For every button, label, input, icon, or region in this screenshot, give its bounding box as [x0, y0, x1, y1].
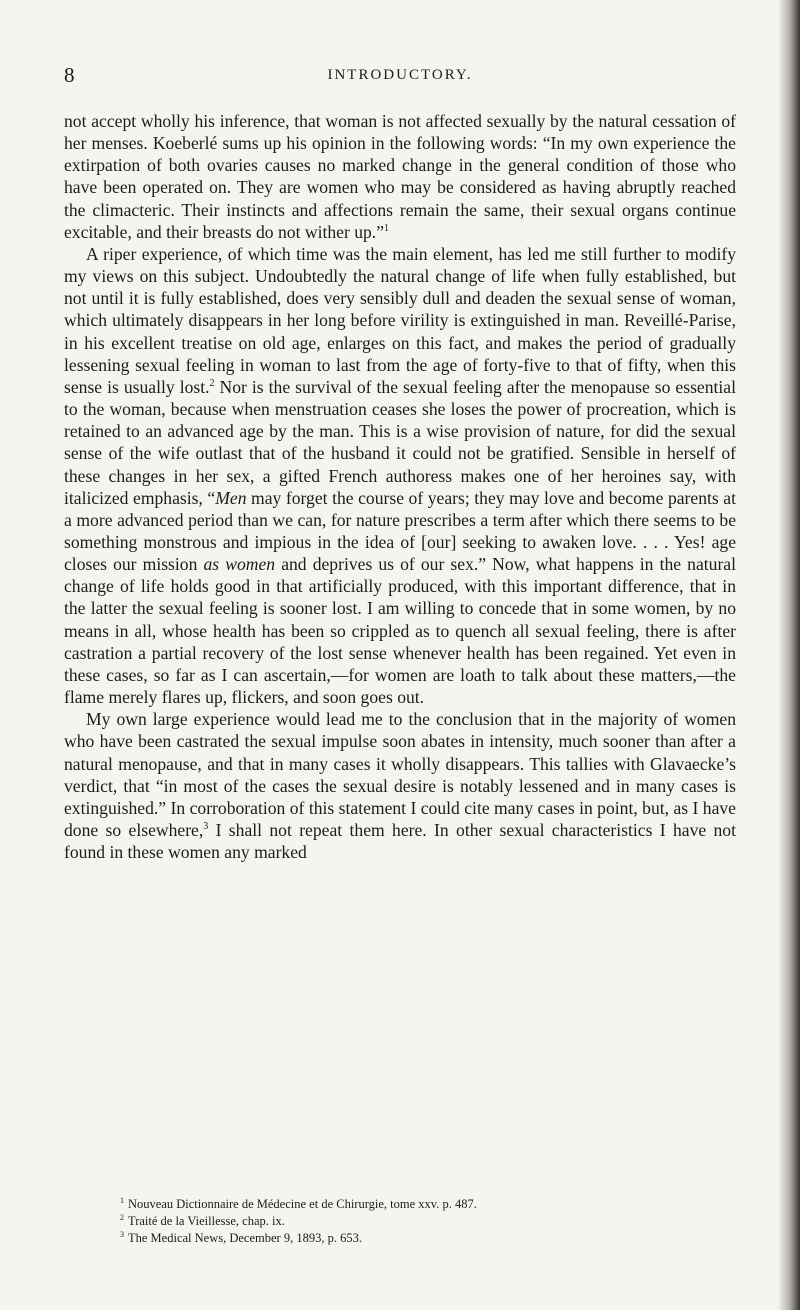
footnote	[64, 1196, 736, 1213]
footnote-marker: 3	[120, 1230, 124, 1239]
footnote-text: Traité de la Vieillesse, chap. ix.	[128, 1214, 285, 1228]
text-run: and deprives us of our sex.” Now, what happens in the natural change of life holds good in that artificially produced, with this important difference, that in the latter the sexual feeling is sooner lost. I am willing to concede that in some women, by no means in all, whose health has been so crippled as to quench all sexual feeling, there is after castration a partial recovery of the lost sense whenever health has been regained. Yet even in these cases, so far as I can ascertain,—for women are loath to talk about these matters,—the flame merely flares up, flickers, and soon goes out.	[64, 554, 737, 708]
footnote	[64, 1230, 736, 1247]
running-title: INTRODUCTORY.	[327, 67, 473, 83]
text-run: I shall not repeat them here. In other sexual characteristics I have not found in these women any marked	[64, 820, 736, 863]
page-edge-shadow	[778, 0, 800, 1310]
body-text	[64, 110, 736, 863]
text-run: not accept wholly his inference, that woman is not affected sexually by the natural cessation of her menses. Koeberlé sums up his opinion in the following words: “In my own experience the extirpation of both ovaries causes no marked change in the general condition of those who have been operated on. They are women who may be considered as having abruptly reached the climacteric. Their instincts and affections remain the same, their sexual organs continue excitable, and their breasts do not wither up.”	[64, 111, 736, 242]
text-run: Nor is the survival of the sexual feeling after the menopause so essential to the woman, because when menstruation ceases she loses the power of procreation, which is retained to an advanced age by the man. This is a wise provision of nature, for did the sexual sense of the wife outlast that of the husband it could not be gratified. Sensible in herself of these changes in her sex, a gifted French authoress makes one of her heroines say, with italicized emphasis, “	[64, 376, 736, 508]
italic-text: as women	[203, 554, 276, 575]
footnotes	[64, 1196, 736, 1247]
paragraph	[64, 110, 736, 243]
paragraph	[64, 243, 736, 708]
footnote-marker: 2	[120, 1213, 124, 1222]
page-number: 8	[64, 63, 75, 87]
footnote-reference: 1	[384, 222, 390, 234]
footnote	[64, 1213, 736, 1230]
footnote-text: Nouveau Dictionnaire de Médecine et de Chirurgie, tome xxv. p. 487.	[128, 1197, 477, 1211]
text-run: My own large experience would lead me to the conclusion that in the majority of women who have been castrated the sexual impulse soon abates in intensity, much sooner than after a natural menopause, and that in many cases it wholly disappears. This tallies with Glavaecke’s verdict, that “in most of the cases the sexual desire is notably lessened and in many cases is extinguished.” In corroboration of this statement I could cite many cases in point, but, as I have done so elsewhere,	[64, 709, 736, 840]
footnote-reference: 2	[209, 377, 215, 389]
footnote-marker: 1	[120, 1196, 124, 1205]
paragraph	[64, 708, 736, 863]
italic-text: Men	[215, 487, 247, 508]
footnote-reference: 3	[203, 821, 209, 832]
running-head	[64, 62, 736, 88]
text-run: A riper experience, of which time was the main element, has led me still further to modify my views on this subject. Undoubtedly the natural change of life when fully established, but not until it is fully established, does very sensibly dull and deaden the sexual sense of woman, which ultimately disappears in her long before virility is extinguished in man. Reveillé-Parise, in his excellent treatise on old age, enlarges on this fact, and makes the period of gradually lessening sexual feeling in woman to last from the age of forty-five to that of fifty, when this sense is usually lost.	[64, 243, 736, 397]
footnote-text: The Medical News, December 9, 1893, p. 653.	[128, 1231, 362, 1245]
text-run: may forget the course of years; they may love and become parents at a more advanced period than we can, for nature prescribes a term after which there seems to be something monstrous and impious in the idea of [our] seeking to awaken love. . . . Yes! age closes our mission	[64, 487, 736, 575]
